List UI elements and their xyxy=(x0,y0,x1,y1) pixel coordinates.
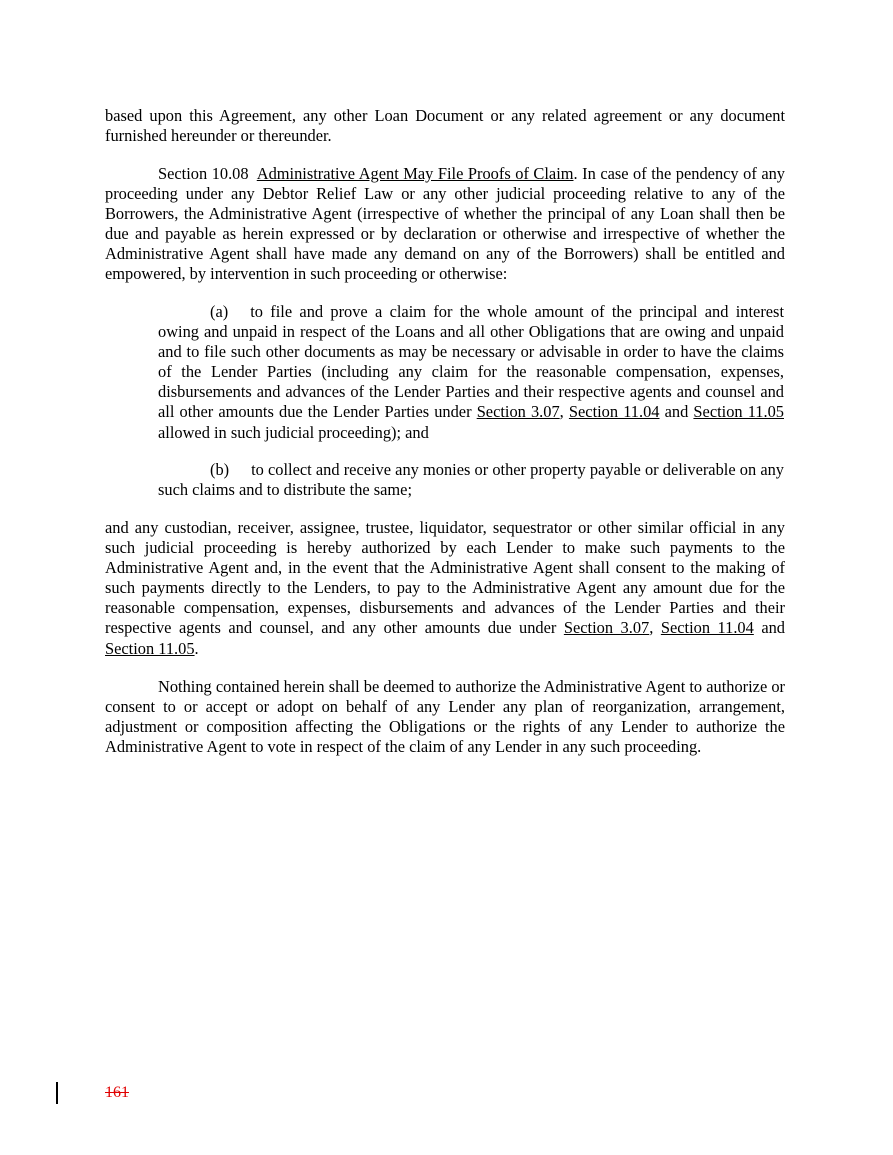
section-body: . In case of the pendency of any proceeding under any Debtor Relief Law or any other judicial proceeding relative to any of the Borrowers, the Administrative Agent (irrespective of whether the principal of any Loan shall then be due and payable as herein expressed or by declaration or otherwise and irrespective of whether the Administrative Agent shall have made any demand on any of the Borrowers) shall be entitled and empowered, by intervention in such proceeding or otherwise: xyxy=(105,164,785,284)
clause-a-text: to file and prove a claim for the whole amount of the principal and interest owing and unpaid in respect of the Loans and all other Obligations that are owing and unpaid and to file such other documents as may be necessary or advisable in order to have the claims of the Lender Parties (including any claim for the reasonable compensation, expenses, disbursements and advances of the Lender Parties and their respective agents and counsel and all other amounts due the Lender Parties under xyxy=(158,302,784,422)
custodian-sep1: , xyxy=(649,618,661,638)
clause-a-ref-section-11-04[interactable]: Section 11.04 xyxy=(568,402,660,422)
custodian-paragraph xyxy=(105,518,785,659)
custodian-ref-section-3-07[interactable]: Section 3.07 xyxy=(563,618,650,638)
custodian-ref-section-11-04[interactable]: Section 11.04 xyxy=(660,618,754,638)
clause-b-text: to collect and receive any monies or other property payable or deliverable on any such claims and to distribute the same; xyxy=(158,460,784,500)
clause-a xyxy=(158,302,784,443)
nothing-contained-paragraph xyxy=(105,677,785,757)
custodian-paragraph-text: and any custodian, receiver, assignee, trustee, liquidator, sequestrator or other similar official in any such judicial proceeding is hereby authorized by each Lender to make such payments to the Administrative Agent and, in the event that the Administrative Agent shall consent to the making of such payments directly to the Lenders, to pay to the Administrative Agent any amount due for the reasonable compensation, expenses, disbursements and advances of the Lender Parties and their respective agents and counsel, and any other amounts due under xyxy=(105,518,785,638)
clause-a-sep1: , xyxy=(559,402,569,422)
clause-a-ref-section-11-05[interactable]: Section 11.05 xyxy=(693,402,784,422)
change-bar xyxy=(56,1082,58,1104)
page-number: 161 xyxy=(105,1084,129,1101)
nothing-contained-text: Nothing contained herein shall be deemed to authorize the Administrative Agent to authorize or consent to or accept or adopt on behalf of any Lender any plan of reorganization, arrangement, adjustment or composition affecting the Obligations or the rights of any Lender to authorize the Administrative Agent to vote in respect of the claim of any Lender in any such proceeding. xyxy=(105,677,785,757)
clause-a-tail: allowed in such judicial proceeding); and xyxy=(158,422,429,442)
custodian-tail: . xyxy=(194,638,199,658)
section-number: Section 10.08 xyxy=(158,164,249,183)
continued-paragraph-text: based upon this Agreement, any other Loan Document or any related agreement or any document furnished hereunder or thereunder. xyxy=(105,106,785,146)
clause-a-label: (a) xyxy=(210,302,229,321)
section-heading: Administrative Agent May File Proofs of Claim xyxy=(256,164,574,183)
custodian-sep2: and xyxy=(753,618,785,638)
clause-a-ref-section-3-07[interactable]: Section 3.07 xyxy=(476,402,560,422)
clause-a-sep2: and xyxy=(659,402,694,422)
custodian-ref-section-11-05[interactable]: Section 11.05 xyxy=(105,638,195,658)
section-10-08-paragraph xyxy=(105,164,785,285)
continued-paragraph xyxy=(105,106,785,146)
clause-b-label: (b) xyxy=(210,460,230,479)
clause-b xyxy=(158,460,784,500)
